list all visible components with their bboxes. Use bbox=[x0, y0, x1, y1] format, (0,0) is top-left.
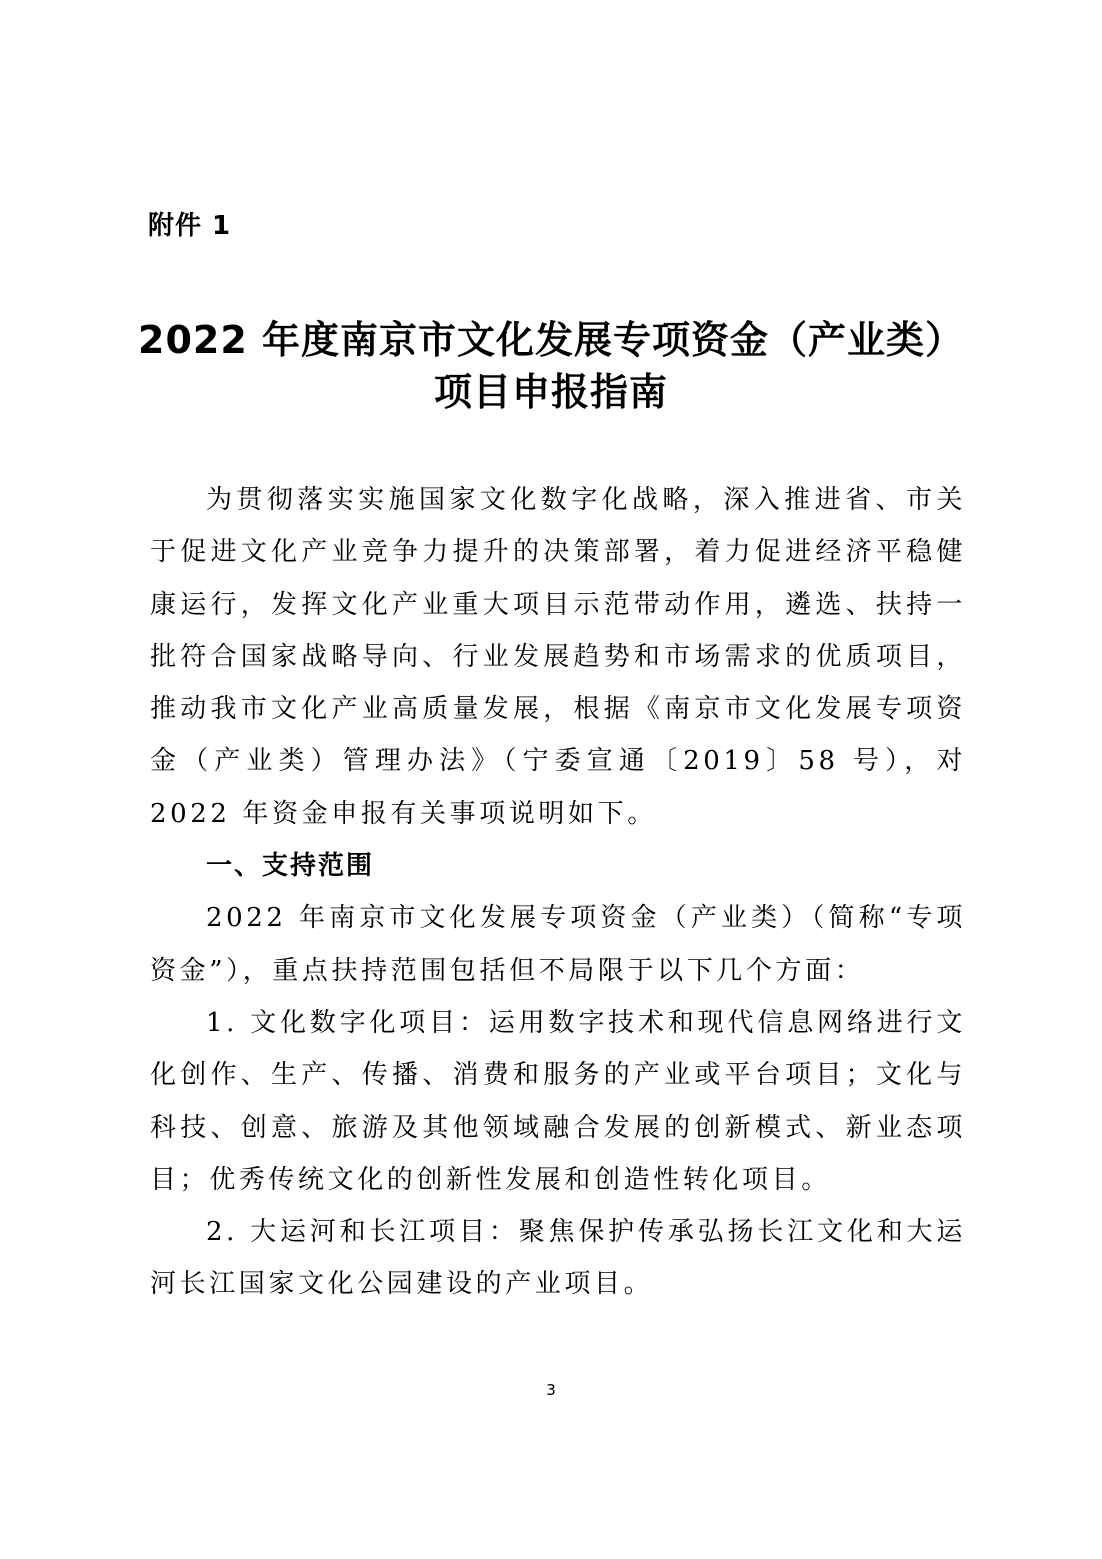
document-title-line2: 项目申报指南 bbox=[433, 370, 668, 414]
section-intro-paragraph: 2022 年南京市文化发展专项资金（产业类）（简称“专项资金”），重点扶持范围包括但不局限于以下几个方面： bbox=[150, 903, 966, 986]
section-heading: 一、支持范围 bbox=[206, 851, 375, 882]
list-item: 1. 文化数字化项目：运用数字技术和现代信息网络进行文化创作、生产、传播、消费和服务的产业或平台项目；文化与科技、创意、旅游及其他领域融合发展的创新模式、新业态项目；优秀传统文化的创新性发展和创造性转化项目。 bbox=[150, 1007, 966, 1195]
page-number: 3 bbox=[546, 1381, 556, 1399]
document-title-line1: 2022 年度南京市文化发展专项资金（产业类） bbox=[138, 318, 964, 362]
intro-paragraph: 为贯彻落实实施国家文化数字化战略，深入推进省、市关于促进文化产业竞争力提升的决策部署，着力促进经济平稳健康运行，发挥文化产业重大项目示范带动作用，遴选、扶持一批符合国家战略导向、行业发展趋势和市场需求的优质项目，推动我市文化产业高质量发展，根据《南京市文化发展专项资金（产业类）管理办法》（宁委宣通〔2019〕58 号），对 2022 年资金申报有关事项说明如下。 bbox=[150, 485, 966, 829]
document-body bbox=[150, 474, 966, 1311]
attachment-label: 附件 1 bbox=[148, 211, 232, 241]
list-item: 2. 大运河和长江项目：聚焦保护传承弘扬长江文化和大运河长江国家文化公园建设的产业项目。 bbox=[150, 1217, 966, 1300]
